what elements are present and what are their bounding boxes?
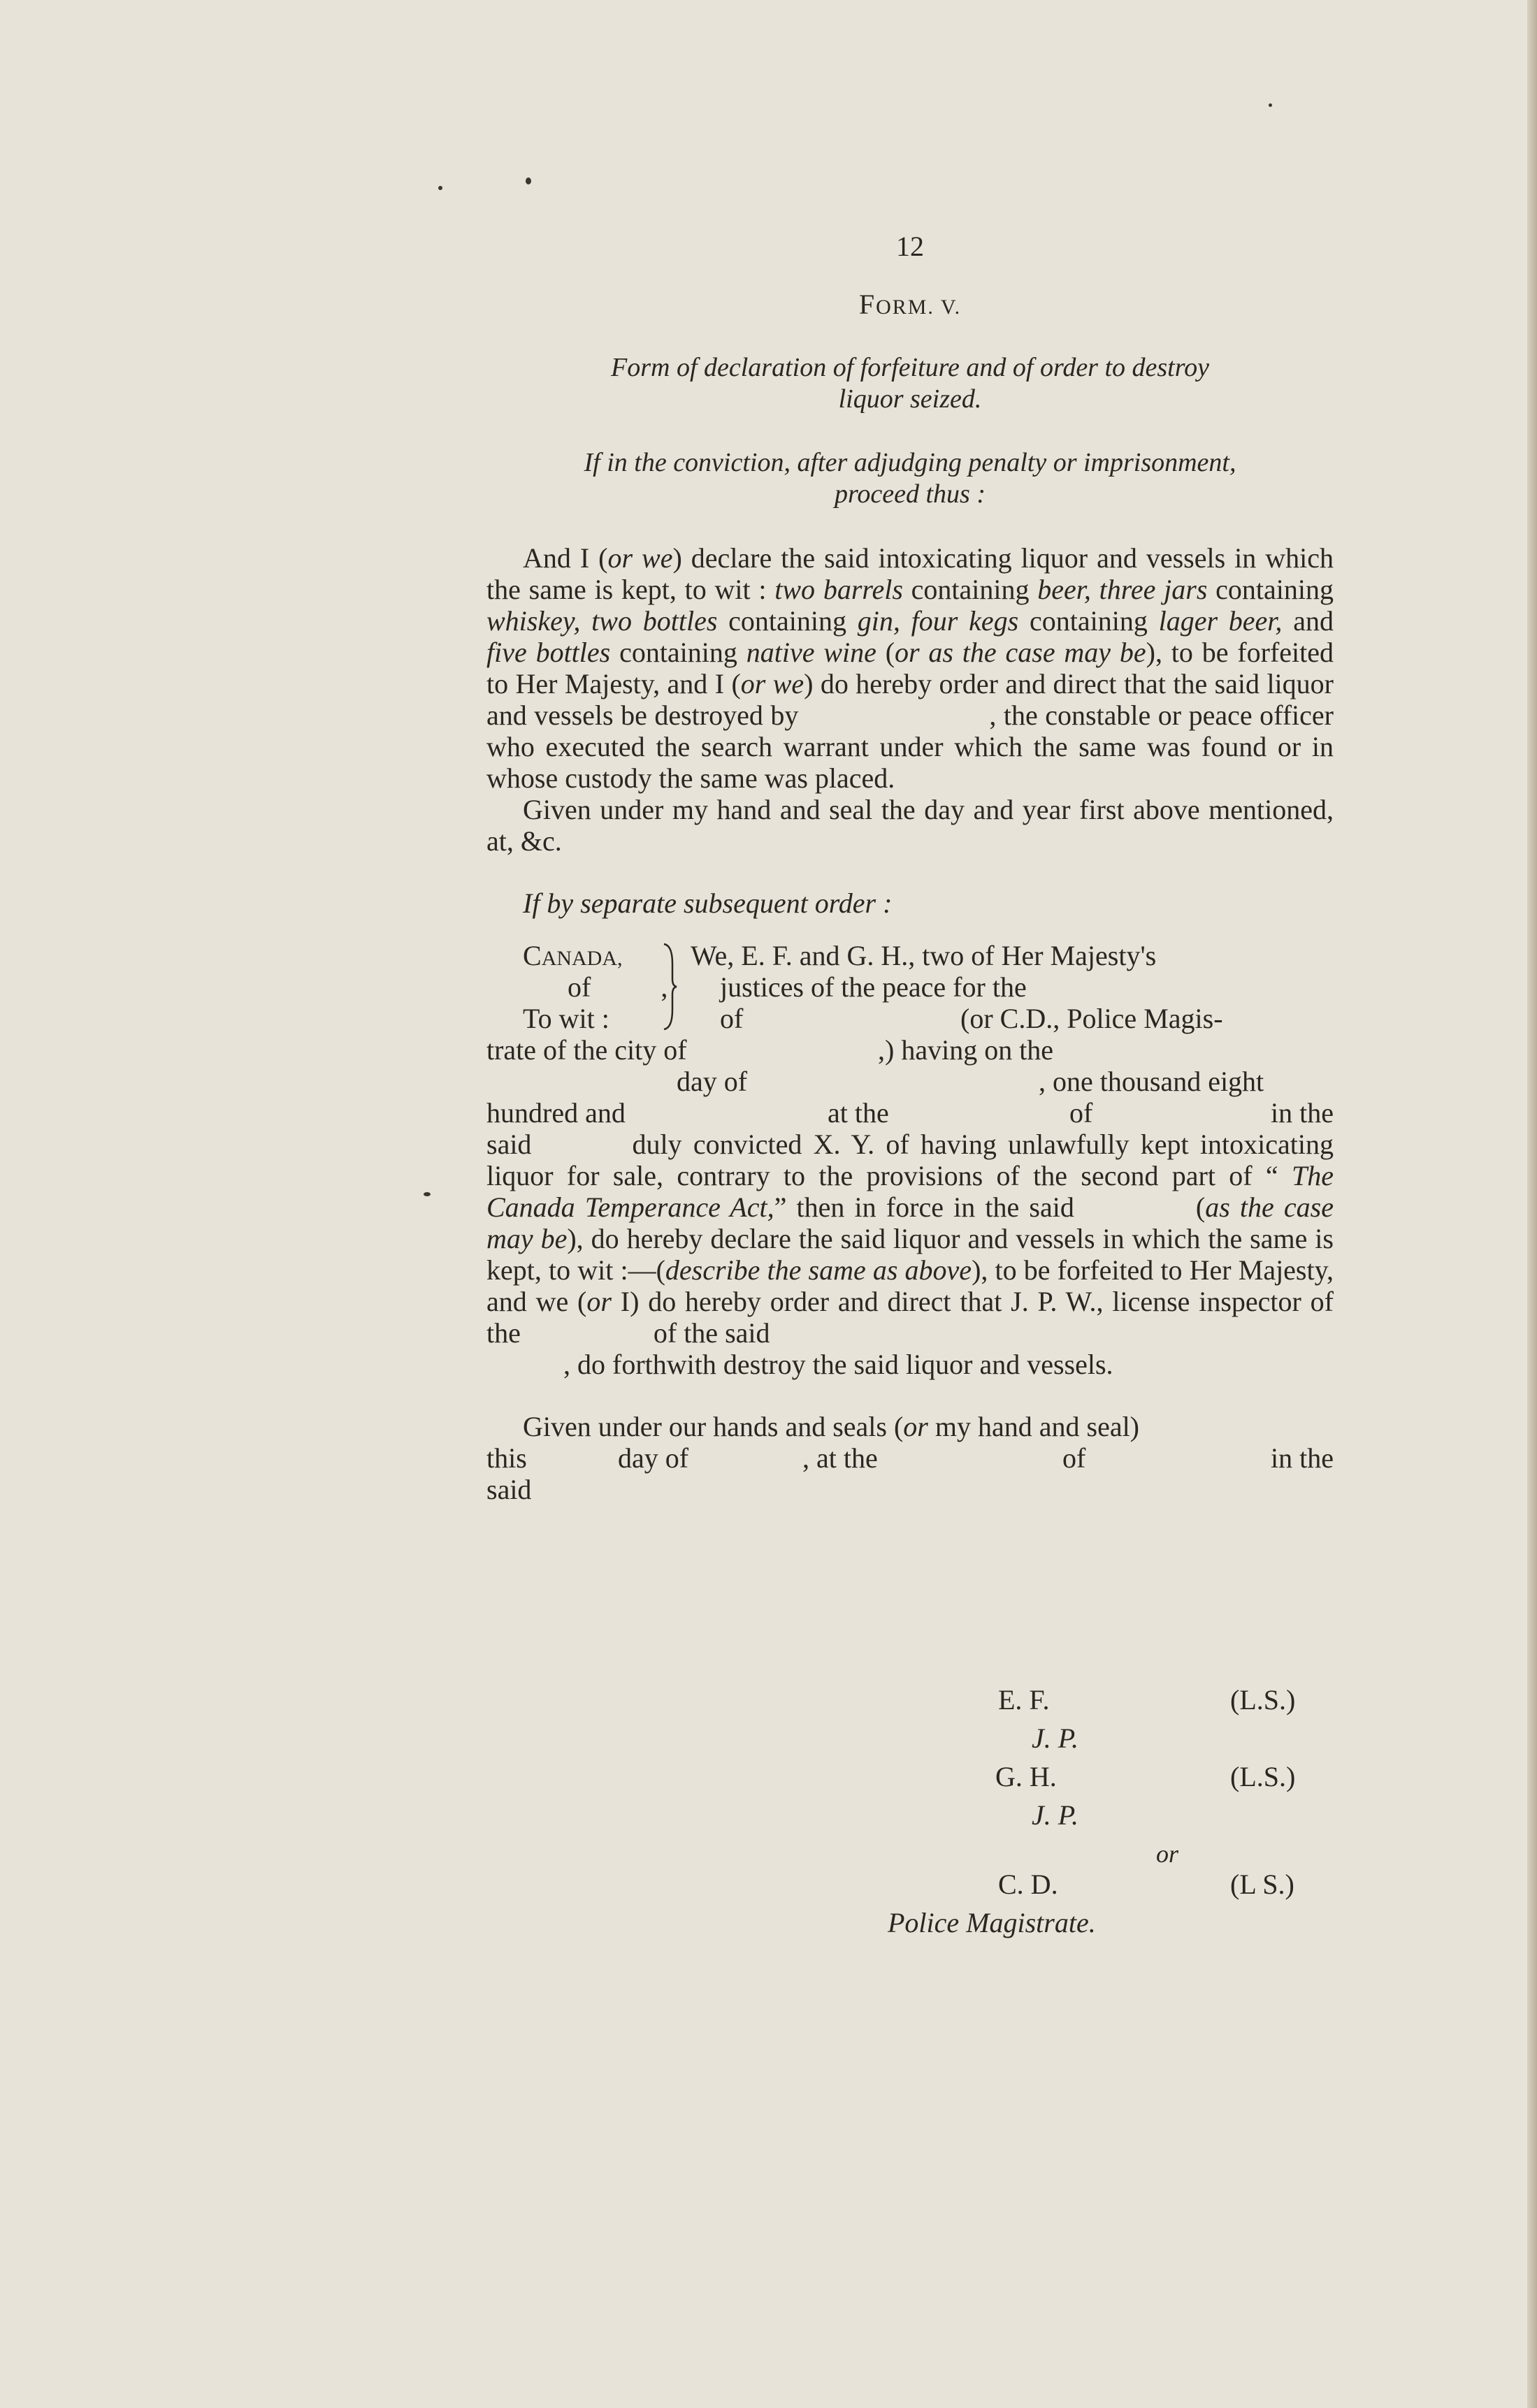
given-under-paragraph: Given under my hand and seal the day and year first above mentioned, at, &c. <box>486 794 1334 857</box>
declaration-paragraph: And I (or we) declare the said intoxicating liquor and vessels in which the same is kept, to wit : two barrels containing beer, three jars containing whiskey, two bottles containing gin, four kegs containing lager beer, and five bottles containing native wine (or as the case may be), to be forfeited to Her Majesty, and I (or we) do hereby order and direct that the said liquor and vessels be destroyed by , the constable or peace officer who executed the search warrant under which the same was found or in whose custody the same was placed. <box>486 542 1334 794</box>
heading-line-1: Form of declaration of forfeiture and of order to destroy <box>611 353 1209 382</box>
of-label: of , <box>568 971 668 1003</box>
signature-jp-2: J. P. <box>1032 1799 1079 1831</box>
speck <box>526 177 531 184</box>
form-title <box>486 289 1334 323</box>
page-number: 12 <box>896 231 924 262</box>
signature-or: or <box>1156 1840 1179 1868</box>
order-body <box>486 1034 1334 1380</box>
speck <box>1269 103 1272 107</box>
signature-gh: G. H. (L.S.) <box>995 1761 1296 1792</box>
speck <box>438 186 442 190</box>
closing-paragraph <box>486 1411 1334 1505</box>
document-body <box>486 231 1334 1505</box>
signature-block <box>888 1683 1321 1944</box>
sub-order-heading: If by separate subsequent order : <box>523 887 893 919</box>
body-paragraph: said duly convicted X. Y. of having unlawfully kept intoxicating liquor for sale, contrary to the provisions of the second part of “ The Canada Temperance Act,” then in force in the said (as the case may be), do hereby declare the said liquor and vessels in which the same is kept, to wit :—(describe the same as above), to be forfeited to Her Majesty, and we (or I) do hereby order and direct that J. P. W., license inspector of the of the said <box>486 1129 1334 1349</box>
caption-right <box>691 940 1334 1034</box>
signature-cd: C. D. (L S.) <box>998 1869 1294 1900</box>
subheading-line-2: proceed thus : <box>835 479 986 509</box>
signature-police-magistrate: Police Magistrate. <box>888 1907 1096 1938</box>
signature-ef: E. F. (L.S.) <box>998 1684 1296 1716</box>
canada-label: CANADA, <box>523 940 623 971</box>
caption-left <box>486 940 691 1034</box>
subheading <box>486 447 1334 510</box>
heading-line-2: liquor seized. <box>838 384 982 414</box>
signature-jp-1: J. P. <box>1032 1722 1079 1754</box>
closing-line-3: said <box>486 1474 532 1505</box>
closing-line-1: Given under our hands and seals (or my hand and seal) <box>523 1411 1140 1442</box>
form-title-rest: ORM. V. <box>876 296 962 319</box>
caption-brace <box>663 943 678 1031</box>
caption-right-line-2: justices of the peace for the <box>720 971 1027 1003</box>
body-line-2: day of , one thousand eight <box>677 1066 1264 1097</box>
form-title-first: F <box>858 289 876 320</box>
form-heading <box>486 352 1334 415</box>
closing-line-2: this day of , at the of in the <box>486 1442 1334 1474</box>
to-wit-label: To wit : <box>523 1003 609 1034</box>
subheading-line-1: If in the conviction, after adjudging penalty or imprisonment, <box>584 448 1236 477</box>
caption-right-line-3: of (or C.D., Police Magis- <box>720 1003 1223 1034</box>
page-edge <box>1527 0 1537 2408</box>
caption-block <box>486 940 1334 1034</box>
caption-right-line-1: We, E. F. and G. H., two of Her Majesty's <box>691 940 1157 971</box>
speck <box>424 1192 431 1196</box>
body-line-3: hundred and at the of in the <box>486 1097 1334 1129</box>
body-line-1: trate of the city of ,) having on the <box>486 1034 1054 1066</box>
body-line-last: , do forthwith destroy the said liquor and vessels. <box>563 1349 1113 1380</box>
